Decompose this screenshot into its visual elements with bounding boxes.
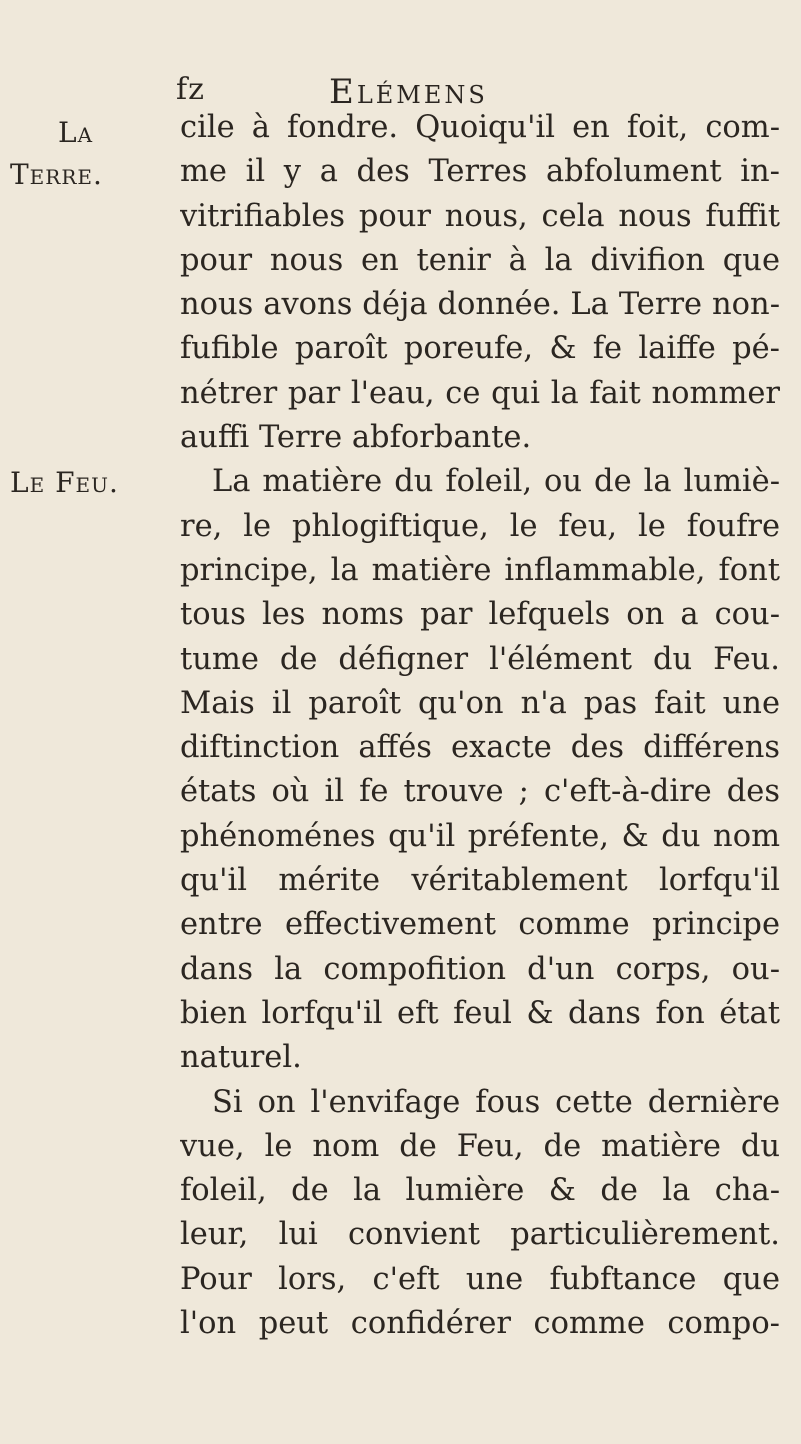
text-line: foleil, de la lumière & de la cha- — [180, 1173, 780, 1209]
text-line: bien lorfqu'il eft feul & dans fon état — [180, 995, 780, 1031]
text-line: nous avons déja donnée. La Terre non- — [180, 287, 780, 323]
text-line: l'on peut confidérer comme compo- — [180, 1306, 780, 1342]
text-line: phénoménes qu'il préfente, & du nom — [180, 818, 780, 854]
text-line: dans la compofition d'un corps, ou- — [180, 951, 780, 987]
text-line: naturel. — [180, 1040, 302, 1076]
text-line: auffi Terre abforbante. — [180, 420, 532, 456]
text-line: Pour lors, c'eft une fubftance que — [180, 1261, 780, 1297]
body-text — [180, 106, 780, 1346]
margin-note-terre — [10, 112, 150, 196]
text-line: principe, la matière inflammable, font — [180, 552, 780, 588]
margin-note-feu — [10, 462, 150, 504]
text-line: diftinction affés exacte des différens — [180, 730, 780, 766]
text-line: vitrifiables pour nous, cela nous fuffit — [180, 198, 780, 234]
text-line: Mais il paroît qu'on n'a pas fait une — [180, 685, 780, 721]
text-line: états où il fe trouve ; c'eft-à-dire des — [180, 774, 780, 810]
text-line: pour nous en tenir à la divifion que — [180, 242, 780, 278]
page-number: fz — [176, 72, 205, 107]
text-line: entre effectivement comme principe — [180, 907, 780, 943]
margin-note-line: Le Feu. — [10, 466, 119, 499]
text-line: fufible paroît poreufe, & fe laiffe pé- — [180, 331, 780, 367]
running-head: Elémens — [329, 72, 488, 112]
text-line: Si on l'envifage fous cette dernière — [212, 1084, 780, 1120]
text-line: tume de défigner l'élément du Feu. — [180, 641, 780, 677]
text-line: me il y a des Terres abfolument in- — [180, 154, 780, 190]
margin-note-line: La — [58, 116, 94, 149]
text-line: La matière du foleil, ou de la lumiè- — [212, 464, 780, 500]
margin-note-line: Terre. — [10, 158, 103, 191]
text-line: cile à fondre. Quoiqu'il en foit, com- — [180, 110, 780, 145]
text-line: tous les noms par lefquels on a cou- — [180, 597, 780, 633]
text-line: nétrer par l'eau, ce qui la fait nommer — [180, 375, 780, 411]
text-line: re, le phlogiftique, le feu, le foufre — [180, 508, 780, 544]
text-line: qu'il mérite véritablement lorfqu'il — [180, 863, 780, 899]
text-line: vue, le nom de Feu, de matière du — [180, 1128, 780, 1164]
text-line: leur, lui convient particulièrement. — [180, 1217, 780, 1253]
